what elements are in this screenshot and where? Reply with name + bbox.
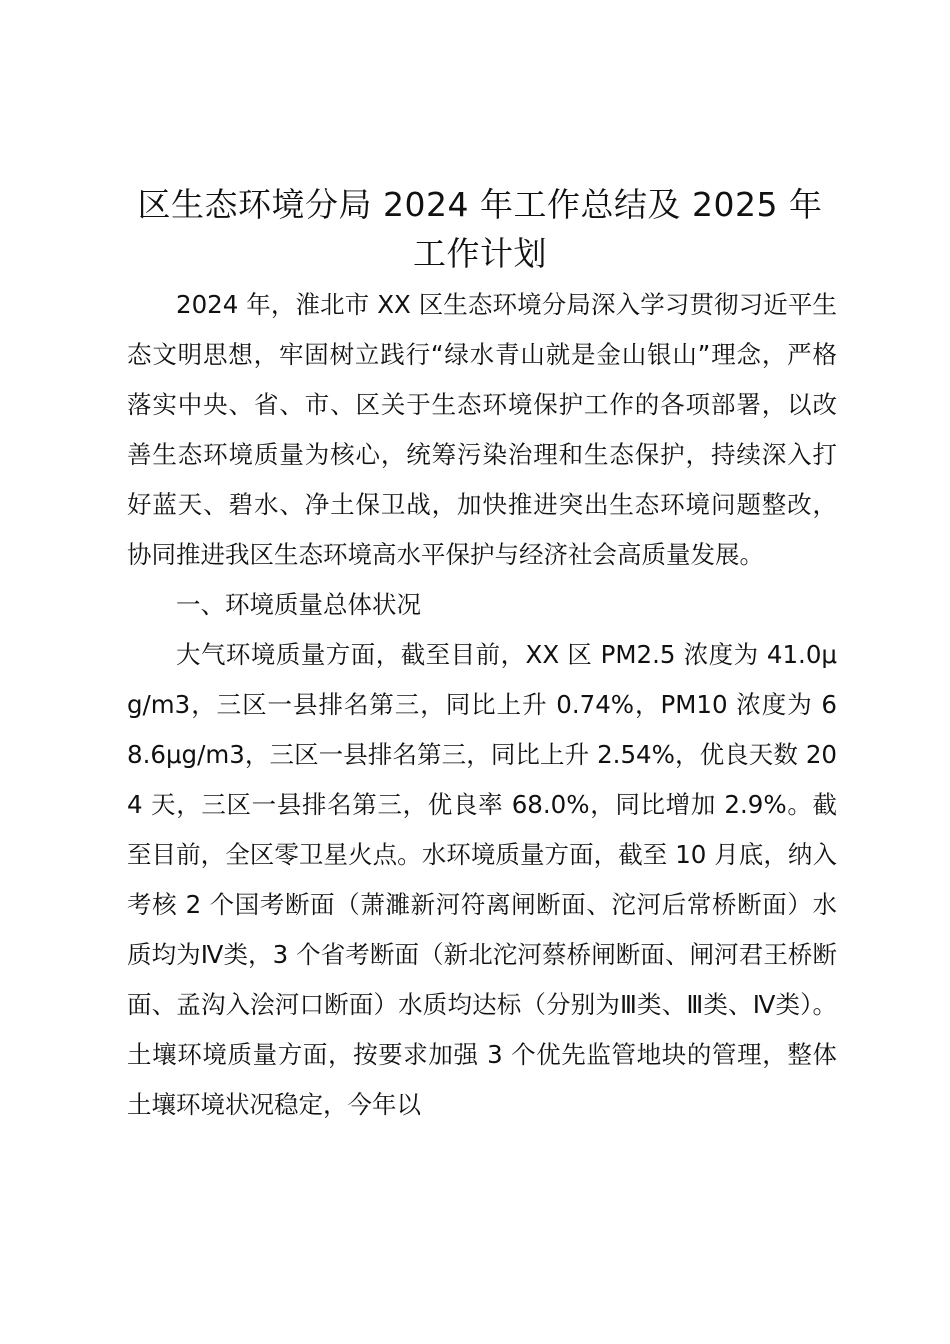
- document-body: [127, 280, 837, 1130]
- intro-paragraph: 2024 年，淮北市 XX 区生态环境分局深入学习贯彻习近平生态文明思想，牢固树立践行“绿水青山就是金山银山”理念，严格落实中央、省、市、区关于生态环境保护工作的各项部署，以改善生态环境质量为核心，统筹污染治理和生态保护，持续深入打好蓝天、碧水、净土保卫战，加快推进突出生态环境问题整改，协同推进我区生态环境高水平保护与经济社会高质量发展。: [127, 290, 837, 569]
- environment-quality-paragraph: 大气环境质量方面，截至目前，XX 区 PM2.5 浓度为 41.0μg/m3，三区一县排名第三，同比上升 0.74%，PM10 浓度为 68.6μg/m3，三区一县排名第三，同比上升 2.54%，优良天数 204 天，三区一县排名第三，优良率 68.0%，同比增加 2.9%。截至目前，全区零卫星火点。水环境质量方面，截至 10 月底，纳入考核 2 个国考断面（萧濉新河符离闸断面、沱河后常桥断面）水质均为Ⅳ类，3 个省考断面（新北沱河蔡桥闸断面、闸河君王桥断面、孟沟入浍河口断面）水质均达标（分别为Ⅲ类、Ⅲ类、Ⅳ类）。土壤环境质量方面，按要求加强 3 个优先监管地块的管理，整体土壤环境状况稳定，今年以: [127, 640, 837, 1119]
- document-title-line-1: 区生态环境分局 2024 年工作总结及 2025 年: [137, 185, 823, 224]
- section-heading: 一、环境质量总体状况: [176, 590, 421, 619]
- document-title-line-2: 工作计划: [413, 234, 547, 273]
